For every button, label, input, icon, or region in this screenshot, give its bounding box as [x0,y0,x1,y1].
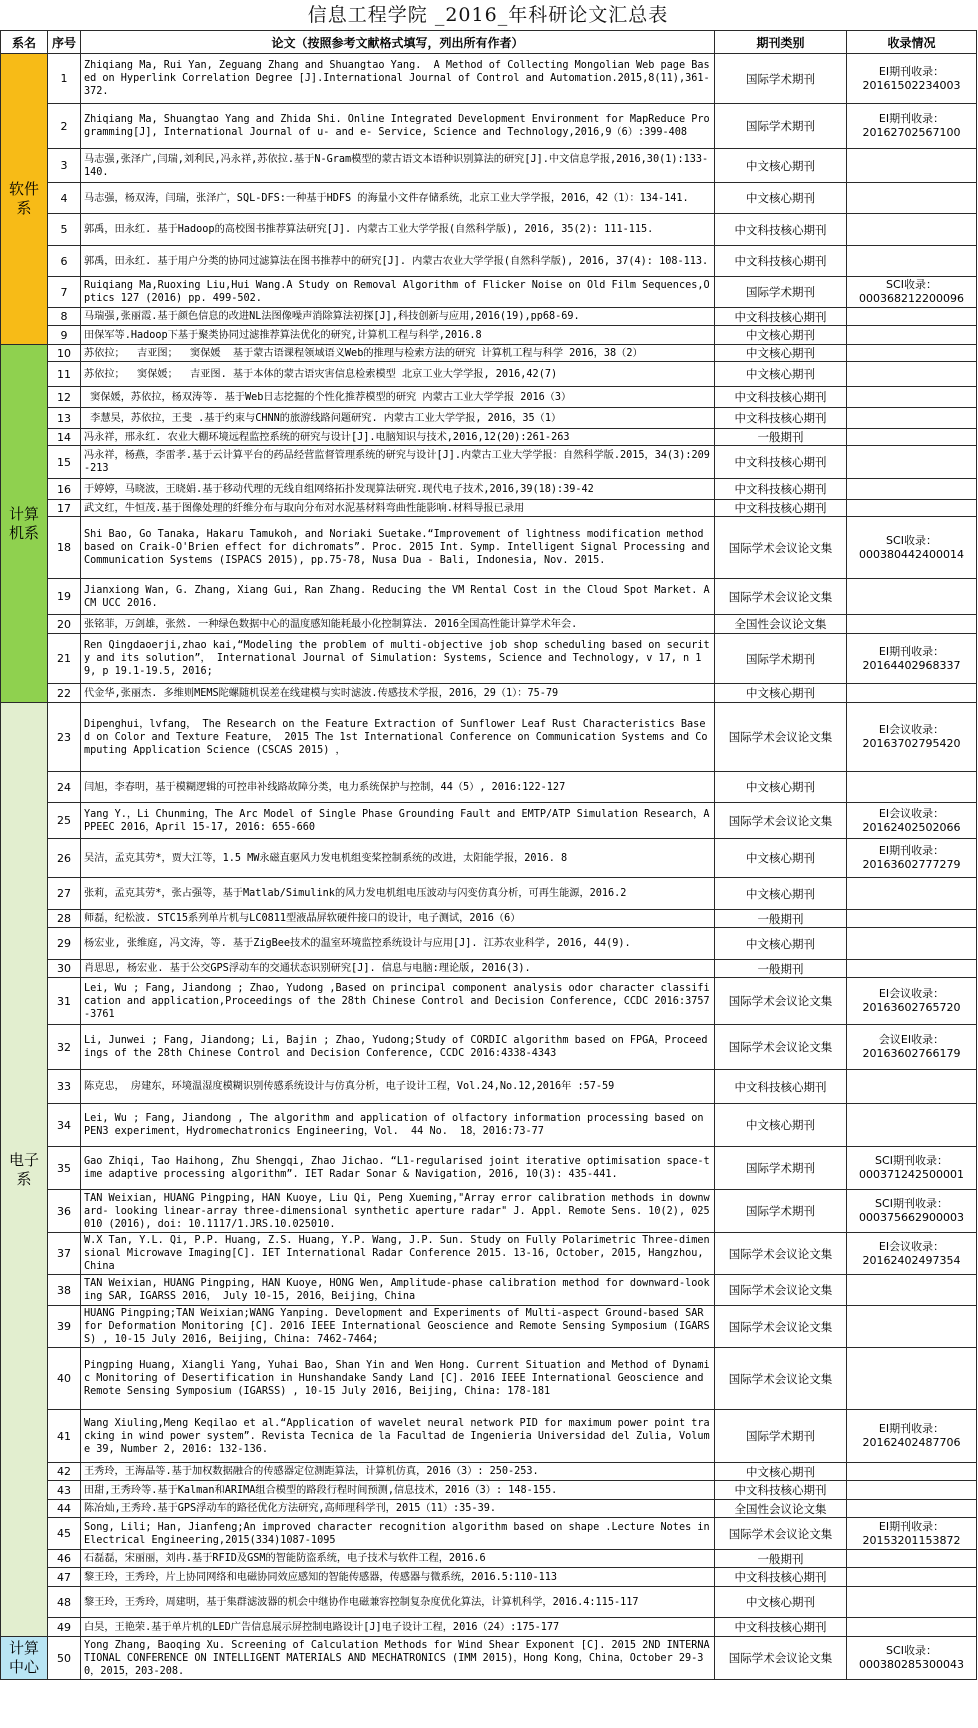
paper-citation-cell: Lei, Wu ; Fang, Jiandong , The algorithm and application of olfactory information processing based on PEN3 experiment，Hydromechatronics Engineering，Vol. 44 No. 18，2016:73-77 [81,1104,715,1147]
table-row [1,1550,977,1568]
journal-category-cell: 中文科技核心期刊 [715,500,847,517]
header-dept: 系名 [1,31,48,54]
inclusion-status-cell [847,214,977,246]
journal-category-cell: 中文核心期刊 [715,1104,847,1147]
journal-category-cell: 中文核心期刊 [715,149,847,183]
paper-citation-cell: Gao Zhiqi, Tao Haihong, Zhu Shengqi, Zhao Jichao. “L1-regularised joint iterative optimisation space-time adaptive processing algorithm”. IET Radar Sonar & Navigation, 2016, 10(3): 435-441. [81,1147,715,1190]
row-number-cell: 36 [48,1190,81,1233]
table-row [1,1500,977,1518]
journal-category-cell: 国际学术会议论文集 [715,1233,847,1275]
row-number-cell: 27 [48,878,81,910]
table-row [1,772,977,803]
journal-category-cell: 中文核心期刊 [715,684,847,703]
inclusion-status-cell: EI期刊收录： 20162402487706 [847,1410,977,1463]
paper-citation-cell: 马志强,张泽广,闫瑞,刘利民,冯永祥,苏依拉.基于N-Gram模型的蒙古语文本语种识别算法的研究[J].中文信息学报,2016,30(1):133-140. [81,149,715,183]
journal-category-cell: 中文核心期刊 [715,326,847,345]
table-row [1,960,977,978]
table-row [1,1348,977,1410]
inclusion-status-cell [847,1618,977,1637]
paper-citation-cell: W.X Tan, Y.L. Qi, P.P. Huang, Z.S. Huang, Y.P. Wang, J.P. Sun. Study on Fully Polarimetric Three-dimensional Microwave Imaging[C]. IET International Radar Conference 2015. 13-16, October, 2015, Hangzhou, China [81,1233,715,1275]
paper-citation-cell: Shi Bao, Go Tanaka, Hakaru Tamukoh, and Noriaki Suetake.“Improvement of lightness modification method based on Craik-O'Brien effect for dichromats”. Proc. 2015 Int. Symp. Intelligent Signal Processing and Communication Systems (ISPACS 2015), pp.75-78, Nusa Dua - Bali, Indonesia, Nov. 2015. [81,517,715,579]
row-number-cell: 18 [48,517,81,579]
journal-category-cell: 中文核心期刊 [715,183,847,214]
table-row [1,1025,977,1070]
paper-citation-cell: 田甜,王秀玲等.基于Kalman和ARIMA组合模型的路段行程时间预测,信息技术，2016（3）: 148-155. [81,1481,715,1500]
journal-category-cell: 国际学术期刊 [715,277,847,308]
paper-citation-cell: 苏依拉； 吉亚图； 窦保媛 基于蒙古语课程领域语义Web的推理与检索方法的研究 计算机工程与科学 2016，38（2） [81,345,715,362]
journal-category-cell: 国际学术会议论文集 [715,1348,847,1410]
inclusion-status-cell [847,246,977,277]
table-row [1,1190,977,1233]
inclusion-status-cell [847,928,977,960]
department-name-cell: 计算 机系 [1,345,48,703]
paper-citation-cell: 李慧昊，苏依拉，王斐 .基于约束与CHNN的旅游线路问题研究. 内蒙古工业大学学报, 2016，35（1） [81,408,715,429]
journal-category-cell: 中文科技核心期刊 [715,1481,847,1500]
table-row [1,1104,977,1147]
row-number-cell: 31 [48,978,81,1025]
table-row [1,408,977,429]
journal-category-cell: 全国性会议论文集 [715,615,847,634]
paper-citation-cell: 马瑞强,张丽霞.基于颜色信息的改进NL法图像噪声消除算法初探[J],科技创新与应用,2016(19),pp68-69. [81,308,715,326]
paper-citation-cell: 武文红，牛恒茂.基于图像处理的纤维分布与取向分布对水泥基材料弯曲性能影响.材料导报已录用 [81,500,715,517]
table-row [1,1410,977,1463]
inclusion-status-cell [847,408,977,429]
inclusion-status-cell [847,1587,977,1618]
row-number-cell: 40 [48,1348,81,1410]
inclusion-status-cell [847,1306,977,1348]
paper-citation-cell: 张莉，孟克其劳*，张占强等，基于Matlab/Simulink的风力发电机组电压波动与闪变仿真分析，可再生能源，2016.2 [81,878,715,910]
table-row [1,362,977,387]
inclusion-status-cell: EI会议收录： 20162402497354 [847,1233,977,1275]
table-row [1,684,977,703]
inclusion-status-cell [847,1463,977,1481]
inclusion-status-cell [847,362,977,387]
paper-citation-cell: 陈冶灿,王秀玲.基于GPS浮动车的路径优化方法研究,高师理科学刊，2015（11）:35-39. [81,1500,715,1518]
row-number-cell: 30 [48,960,81,978]
paper-citation-cell: Dipenghui，lvfang， The Research on the Feature Extraction of Sunflower Leaf Rust Characteristics Based on Color and Texture Feature， 2015 The 1st International Conference on Communication Systems and Computing Application Science (CSCAS 2015) ， [81,703,715,772]
paper-citation-cell: 郭禹，田永红. 基于Hadoop的高校图书推荐算法研究[J]. 内蒙古工业大学学报(自然科学版), 2016, 35(2): 111-115. [81,214,715,246]
inclusion-status-cell [847,615,977,634]
inclusion-status-cell [847,345,977,362]
journal-category-cell: 中文科技核心期刊 [715,1618,847,1637]
row-number-cell: 12 [48,387,81,408]
row-number-cell: 4 [48,183,81,214]
journal-category-cell: 国际学术期刊 [715,1190,847,1233]
row-number-cell: 10 [48,345,81,362]
journal-category-cell: 全国性会议论文集 [715,1500,847,1518]
table-row [1,183,977,214]
row-number-cell: 49 [48,1618,81,1637]
table-row [1,839,977,878]
table-row [1,1481,977,1500]
inclusion-status-cell [847,1275,977,1306]
paper-citation-cell: Zhiqiang Ma, Shuangtao Yang and Zhida Shi. Online Integrated Development Environment for MapReduce Programming[J], International Journal of u- and e- Service, Science and Technology,2016,9（6）:399-408 [81,104,715,149]
row-number-cell: 37 [48,1233,81,1275]
table-row [1,703,977,772]
row-number-cell: 47 [48,1568,81,1587]
row-number-cell: 20 [48,615,81,634]
paper-citation-cell: 黎王玲，王秀玲，片上协同网络和电磁协同效应感知的智能传感器，传感器与微系统，2016.5:110-113 [81,1568,715,1587]
table-row [1,878,977,910]
paper-citation-cell: 王秀玲，王海晶等.基于加权数据融合的传感器定位测距算法，计算机仿真，2016（3）: 250-253. [81,1463,715,1481]
row-number-cell: 45 [48,1518,81,1550]
header-row [1,31,977,54]
row-number-cell: 44 [48,1500,81,1518]
paper-citation-cell: TAN Weixian, HUANG Pingping, HAN Kuoye, HONG Wen, Amplitude-phase calibration method for downward-looking SAR, IGARSS 2016， July 10-15, 2016，Beijing，China [81,1275,715,1306]
header-inclusion: 收录情况 [847,31,977,54]
paper-citation-cell: 窦保媛，苏依拉，杨双涛等. 基于Web日志挖掘的个性化推荐模型的研究 内蒙古工业大学学报 2016（3） [81,387,715,408]
row-number-cell: 42 [48,1463,81,1481]
inclusion-status-cell [847,960,977,978]
inclusion-status-cell: EI会议收录： 20163702795420 [847,703,977,772]
row-number-cell: 28 [48,910,81,928]
journal-category-cell: 中文科技核心期刊 [715,1070,847,1104]
table-row [1,928,977,960]
paper-citation-cell: 师磊，纪松波. STC15系列单片机与LC0811型液晶屏软硬件接口的设计，电子测试，2016（6） [81,910,715,928]
paper-citation-cell: TAN Weixian, HUANG Pingping, HAN Kuoye, Liu Qi, Peng Xueming,"Array error calibration methods in downward- looking linear-array three-dimensional synthetic aperture radar" J. Appl. Remote Sens. 10(2), 025010 (2016), doi: 10.1117/1.JRS.10.025010. [81,1190,715,1233]
journal-category-cell: 中文核心期刊 [715,1463,847,1481]
inclusion-status-cell [847,1550,977,1568]
row-number-cell: 46 [48,1550,81,1568]
journal-category-cell: 国际学术会议论文集 [715,1518,847,1550]
row-number-cell: 21 [48,634,81,684]
row-number-cell: 6 [48,246,81,277]
table-body [1,54,977,1680]
paper-citation-cell: 苏依拉； 窦保媛； 吉亚图. 基于本体的蒙古语灾害信息检索模型 北京工业大学学报, 2016,42(7) [81,362,715,387]
row-number-cell: 35 [48,1147,81,1190]
journal-category-cell: 中文核心期刊 [715,878,847,910]
table-row [1,149,977,183]
row-number-cell: 8 [48,308,81,326]
table-row [1,615,977,634]
table-row [1,326,977,345]
row-number-cell: 29 [48,928,81,960]
inclusion-status-cell [847,446,977,479]
table-row [1,479,977,500]
paper-citation-cell: 冯永祥，邢永红. 农业大棚环境远程监控系统的研究与设计[J].电脑知识与技术,2016,12(20):261-263 [81,429,715,446]
journal-category-cell: 一般期刊 [715,910,847,928]
journal-category-cell: 国际学术会议论文集 [715,579,847,615]
paper-citation-cell: Ruiqiang Ma,Ruoxing Liu,Hui Wang.A Study on Removal Algorithm of Flicker Noise on Old Film Sequences,Optics 127 (2016) pp. 499-502. [81,277,715,308]
paper-citation-cell: Ren Qingdaoerji,zhao kai,“Modeling the problem of multi-objective job shop scheduling based on security and its solution”， International Journal of Simulation: Systems, Science and Technology, v 17, n 19, p 19.1-19.5, 2016; [81,634,715,684]
row-number-cell: 38 [48,1275,81,1306]
row-number-cell: 7 [48,277,81,308]
journal-category-cell: 中文科技核心期刊 [715,214,847,246]
table-row [1,1306,977,1348]
table-row [1,500,977,517]
paper-citation-cell: 张铭菲，万剑雄，张然. 一种绿色数据中心的温度感知能耗最小化控制算法. 2016全国高性能计算学术年会. [81,615,715,634]
journal-category-cell: 国际学术会议论文集 [715,803,847,839]
table-row [1,446,977,479]
page-title: 信息工程学院 _2016_年科研论文汇总表 [307,4,669,26]
journal-category-cell: 国际学术期刊 [715,54,847,104]
inclusion-status-cell: EI期刊收录： 20162702567100 [847,104,977,149]
inclusion-status-cell: SCI期刊收录： 000375662900003 [847,1190,977,1233]
table-row [1,1233,977,1275]
paper-citation-cell: 肖思思, 杨宏业. 基于公交GPS浮动车的交通状态识别研究[J]. 信息与电脑:理论版, 2016(3). [81,960,715,978]
row-number-cell: 11 [48,362,81,387]
journal-category-cell: 中文科技核心期刊 [715,1568,847,1587]
paper-citation-cell: 石磊磊，宋丽丽，刘冉.基于RFID及GSM的智能防盗系统，电子技术与软件工程，2016.6 [81,1550,715,1568]
inclusion-status-cell [847,910,977,928]
inclusion-status-cell: EI期刊收录： 20163602777279 [847,839,977,878]
paper-citation-cell: 陈克忠， 房建东，环境温湿度模糊识别传感系统设计与仿真分析，电子设计工程，Vol.24,No.12,2016年 :57-59 [81,1070,715,1104]
paper-citation-cell: 郭禹，田永红. 基于用户分类的协同过滤算法在图书推荐中的研究[J]. 内蒙古农业大学学报(自然科学版), 2016, 37(4): 108-113. [81,246,715,277]
row-number-cell: 1 [48,54,81,104]
inclusion-status-cell: SCI期刊收录： 000371242500001 [847,1147,977,1190]
inclusion-status-cell [847,1348,977,1410]
inclusion-status-cell [847,1070,977,1104]
inclusion-status-cell [847,149,977,183]
paper-citation-cell: 马志强，杨双涛，闫瑞，张泽广，SQL-DFS:一种基于HDFS 的海量小文件存储系统，北京工业大学学报，2016，42（1）：134-141. [81,183,715,214]
table-row [1,308,977,326]
row-number-cell: 22 [48,684,81,703]
journal-category-cell: 国际学术会议论文集 [715,703,847,772]
paper-citation-cell: Li, Junwei ; Fang, Jiandong; Li, Bajin ; Zhao, Yudong;Study of CORDIC algorithm based on FPGA，Proceedings of the 28th Chinese Control and Decision Conference, CCDC 2016:4338-4343 [81,1025,715,1070]
table-row [1,104,977,149]
inclusion-status-cell [847,429,977,446]
header-category: 期刊类别 [715,31,847,54]
table-row [1,54,977,104]
journal-category-cell: 中文科技核心期刊 [715,479,847,500]
header-paper: 论文（按照参考文献格式填写，列出所有作者） [81,31,715,54]
journal-category-cell: 中文核心期刊 [715,839,847,878]
department-name-cell: 电子 系 [1,703,48,1637]
inclusion-status-cell: EI会议收录： 20162402502066 [847,803,977,839]
table-row [1,277,977,308]
inclusion-status-cell [847,1104,977,1147]
row-number-cell: 5 [48,214,81,246]
table-row [1,634,977,684]
inclusion-status-cell [847,479,977,500]
inclusion-status-cell [847,579,977,615]
journal-category-cell: 一般期刊 [715,429,847,446]
row-number-cell: 48 [48,1587,81,1618]
table-row [1,246,977,277]
row-number-cell: 33 [48,1070,81,1104]
row-number-cell: 32 [48,1025,81,1070]
row-number-cell: 13 [48,408,81,429]
table-row [1,1070,977,1104]
inclusion-status-cell: EI期刊收录： 20161502234003 [847,54,977,104]
inclusion-status-cell [847,772,977,803]
journal-category-cell: 中文科技核心期刊 [715,387,847,408]
journal-category-cell: 中文核心期刊 [715,772,847,803]
paper-citation-cell: Pingping Huang, Xiangli Yang, Yuhai Bao, Shan Yin and Wen Hong. Current Situation and Method of Dynamic Monitoring of Desertification in Hunshandake Sandy Land [C]. 2016 IEEE International Geoscience and Remote Sensing Symposium (IGARSS) , 10-15 July 2016, Beijing, China: 178-181 [81,1348,715,1410]
table-row [1,1463,977,1481]
inclusion-status-cell [847,878,977,910]
inclusion-status-cell: EI期刊收录： 20153201153872 [847,1518,977,1550]
paper-citation-cell: Yang Y.，Li Chunming，The Arc Model of Single Phase Grounding Fault and EMTP/ATP Simulation Research，APPEEC 2016，April 15-17, 2016: 655-660 [81,803,715,839]
inclusion-status-cell: EI期刊收录： 20164402968337 [847,634,977,684]
inclusion-status-cell [847,326,977,345]
paper-citation-cell: 黎王玲，王秀玲，周建明，基于集群滤波器的机会中继协作电磁兼容控制复杂度优化算法，计算机科学，2016.4:115-117 [81,1587,715,1618]
journal-category-cell: 中文核心期刊 [715,345,847,362]
inclusion-status-cell [847,183,977,214]
journal-category-cell: 国际学术期刊 [715,1147,847,1190]
row-number-cell: 50 [48,1637,81,1680]
journal-category-cell: 国际学术会议论文集 [715,1025,847,1070]
journal-category-cell: 国际学术会议论文集 [715,517,847,579]
paper-citation-cell: 闫旭，李春明，基于模糊逻辑的可控串补线路故障分类，电力系统保护与控制，44（5）, 2016:122-127 [81,772,715,803]
row-number-cell: 39 [48,1306,81,1348]
table-row [1,1568,977,1587]
row-number-cell: 15 [48,446,81,479]
paper-citation-cell: 于婷婷，马晓波，王晓娟.基于移动代理的无线自组网络拓扑发现算法研究.现代电子技术,2016,39(18):39-42 [81,479,715,500]
journal-category-cell: 国际学术会议论文集 [715,978,847,1025]
table-row [1,1518,977,1550]
inclusion-status-cell [847,1568,977,1587]
inclusion-status-cell: SCI收录： 000368212200096 [847,277,977,308]
row-number-cell: 34 [48,1104,81,1147]
department-name-cell: 软件系 [1,54,48,345]
inclusion-status-cell [847,500,977,517]
journal-category-cell: 一般期刊 [715,1550,847,1568]
paper-citation-cell: HUANG Pingping;TAN Weixian;WANG Yanping. Development and Experiments of Multi-aspect Ground-based SAR for Deformation Monitoring [C]. 2016 IEEE International Geoscience and Remote Sensing Symposium (IGARSS) , 10-15 July 2016, Beijing, China: 7462-7464; [81,1306,715,1348]
row-number-cell: 17 [48,500,81,517]
journal-category-cell: 中文核心期刊 [715,928,847,960]
table-row [1,803,977,839]
summary-table [0,30,977,1680]
journal-category-cell: 中文核心期刊 [715,362,847,387]
paper-citation-cell: 田保军等.Hadoop下基于聚类协同过滤推荐算法优化的研究,计算机工程与科学,2016.8 [81,326,715,345]
row-number-cell: 19 [48,579,81,615]
paper-citation-cell: Song, Lili; Han, Jianfeng;An improved character recognition algorithm based on shape .Lecture Notes in Electrical Engineering,2015(334)1087-1095 [81,1518,715,1550]
journal-category-cell: 国际学术期刊 [715,104,847,149]
row-number-cell: 16 [48,479,81,500]
journal-category-cell: 中文科技核心期刊 [715,446,847,479]
paper-citation-cell: Zhiqiang Ma, Rui Yan, Zeguang Zhang and Shuangtao Yang. A Method of Collecting Mongolian Web page Based on Hyperlink Correlation Degree [J].International Journal of Control and Automation.2015,8(11),361-372. [81,54,715,104]
inclusion-status-cell: 会议EI收录： 20163602766179 [847,1025,977,1070]
row-number-cell: 9 [48,326,81,345]
journal-category-cell: 国际学术期刊 [715,1410,847,1463]
paper-citation-cell: 吴洁，孟克其劳*，贾大江等，1.5 MW永磁直驱风力发电机组变桨控制系统的改进，太阳能学报，2016. 8 [81,839,715,878]
inclusion-status-cell: SCI收录： 000380442400014 [847,517,977,579]
paper-citation-cell: Yong Zhang, Baoqing Xu. Screening of Calculation Methods for Wind Shear Exponent [C]. 2015 2ND INTERNATIONAL CONFERENCE ON INTELLIGENT MATERIALS AND MECHATRONICS (IMM 2015)，Hong Kong，China，October 29-30，2015，203-208. [81,1637,715,1680]
journal-category-cell: 一般期刊 [715,960,847,978]
paper-citation-cell: 代金华,张丽杰. 多维则MEMS陀螺随机误差在线建模与实时滤波.传感技术学报，2016，29（1）：75-79 [81,684,715,703]
paper-citation-cell: Wang Xiuling,Meng Keqilao et al.“Application of wavelet neural network PID for maximum power point tracking in wind power system”. Revista Tecnica de la Facultad de Ingenieria Universidad del Zulia, Volume 39, Number 2, 2016: 132-136. [81,1410,715,1463]
department-name-cell: 计算 中心 [1,1637,48,1680]
journal-category-cell: 中文科技核心期刊 [715,308,847,326]
table-row [1,910,977,928]
row-number-cell: 26 [48,839,81,878]
row-number-cell: 2 [48,104,81,149]
inclusion-status-cell [847,684,977,703]
journal-category-cell: 中文科技核心期刊 [715,408,847,429]
table-row [1,579,977,615]
inclusion-status-cell: EI会议收录： 20163602765720 [847,978,977,1025]
journal-category-cell: 国际学术会议论文集 [715,1275,847,1306]
table-row [1,517,977,579]
row-number-cell: 24 [48,772,81,803]
journal-category-cell: 中文核心期刊 [715,1587,847,1618]
row-number-cell: 14 [48,429,81,446]
row-number-cell: 41 [48,1410,81,1463]
inclusion-status-cell [847,387,977,408]
paper-citation-cell: 冯永祥，杨燕，李雷孝.基于云计算平台的药品经营监督管理系统的研究与设计[J].内蒙古工业大学学报：自然科学版.2015，34(3):209-213 [81,446,715,479]
table-row [1,1618,977,1637]
paper-citation-cell: Lei, Wu ; Fang, Jiandong ; Zhao, Yudong ,Based on principal component analysis odor character classification and application,Proceedings of the 28th Chinese Control and Decision Conference, CCDC 2016:3757-3761 [81,978,715,1025]
header-num: 序号 [48,31,81,54]
journal-category-cell: 中文科技核心期刊 [715,246,847,277]
table-row [1,429,977,446]
paper-citation-cell: 杨宏业, 张维庭, 冯文涛，等. 基于ZigBee技术的温室环境监控系统设计与应用[J]. 江苏农业科学, 2016, 44(9). [81,928,715,960]
table-row [1,1275,977,1306]
row-number-cell: 25 [48,803,81,839]
table-row [1,1587,977,1618]
table-row [1,345,977,362]
paper-citation-cell: Jianxiong Wan, G. Zhang, Xiang Gui, Ran Zhang. Reducing the VM Rental Cost in the Cloud Spot Market. ACM UCC 2016. [81,579,715,615]
paper-citation-cell: 白昊，王艳荣.基于单片机的LED广告信息展示屏控制电路设计[J]电子设计工程，2016（24）:175-177 [81,1618,715,1637]
inclusion-status-cell: SCI收录： 000380285300043 [847,1637,977,1680]
table-row [1,1147,977,1190]
row-number-cell: 23 [48,703,81,772]
inclusion-status-cell [847,1481,977,1500]
table-row [1,978,977,1025]
journal-category-cell: 国际学术期刊 [715,634,847,684]
table-row [1,387,977,408]
row-number-cell: 43 [48,1481,81,1500]
inclusion-status-cell [847,1500,977,1518]
journal-category-cell: 国际学术会议论文集 [715,1637,847,1680]
journal-category-cell: 国际学术会议论文集 [715,1306,847,1348]
row-number-cell: 3 [48,149,81,183]
table-row [1,1637,977,1680]
inclusion-status-cell [847,308,977,326]
table-row [1,214,977,246]
